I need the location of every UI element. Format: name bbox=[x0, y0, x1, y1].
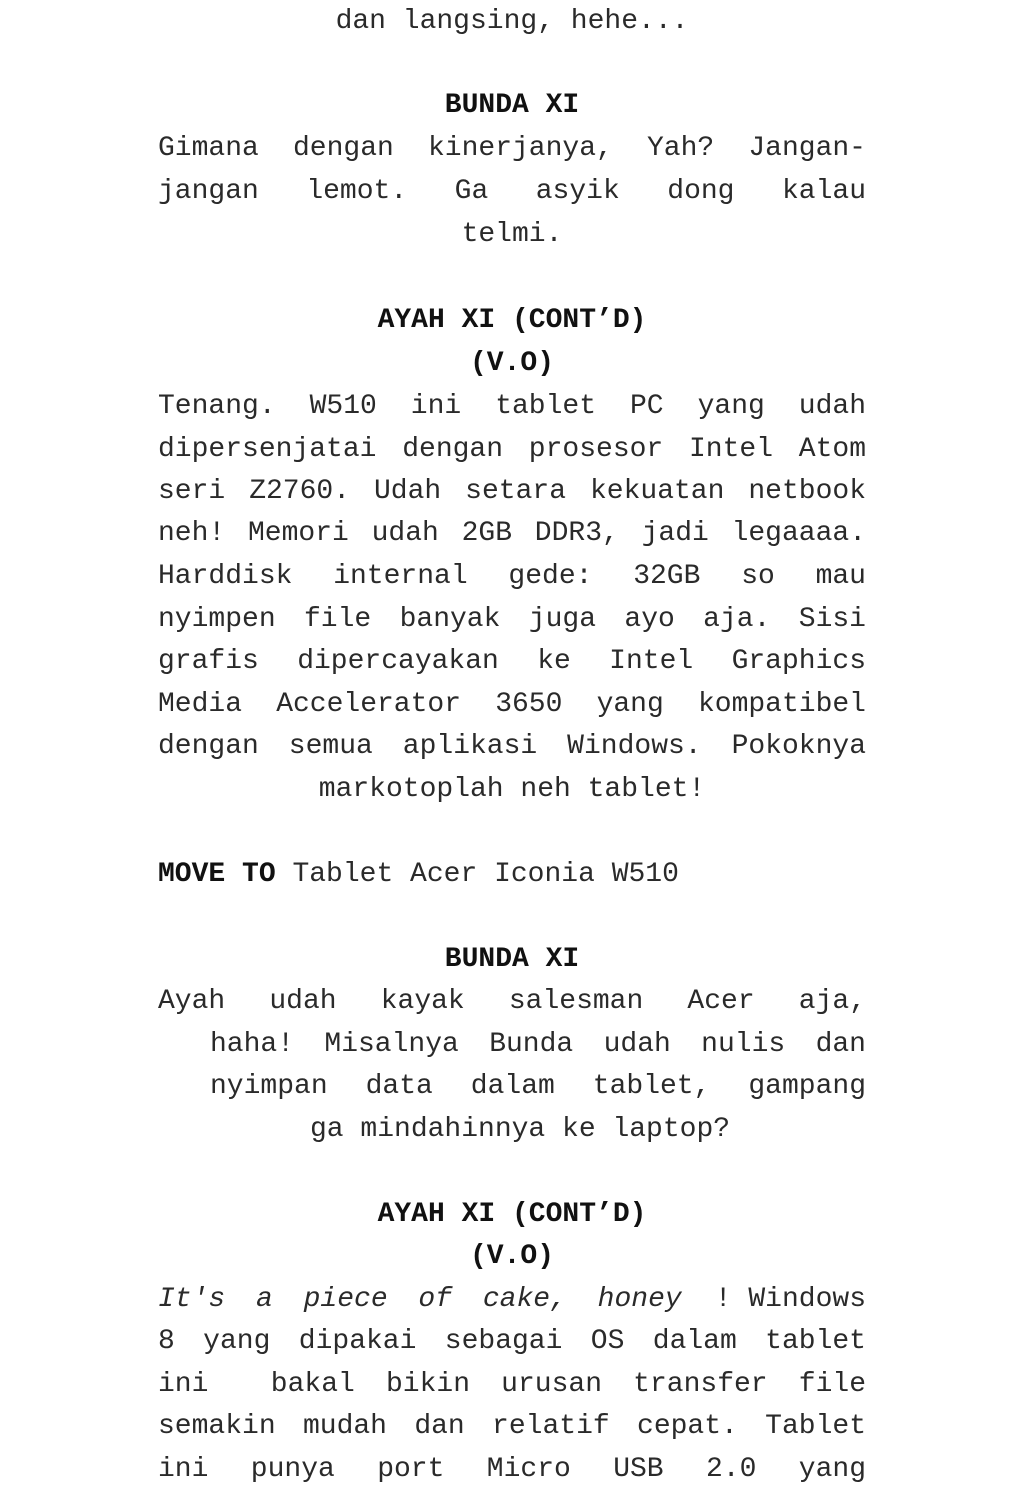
dialogue-line: Gimana dengan kinerjanya, Yah? Jangan- bbox=[158, 133, 866, 164]
scene-transition bbox=[158, 853, 866, 896]
dialogue-line: grafis dipercayakan ke Intel Graphics bbox=[158, 646, 866, 677]
dialogue-line: telmi. bbox=[461, 219, 563, 250]
parenthetical: (V.O) bbox=[469, 348, 554, 379]
dialogue-line: dengan semua aplikasi Windows. Pokoknya bbox=[158, 731, 866, 762]
dialogue-italic-phrase: It's a piece of cake, honey bbox=[158, 1284, 682, 1315]
dialogue-line: jangan lemot. Ga asyik dong kalau bbox=[158, 176, 866, 207]
dialogue-line: nyimpen file banyak juga ayo aja. Sisi bbox=[158, 604, 866, 635]
dialogue-line: ini bakal bikin urusan transfer file bbox=[158, 1369, 866, 1400]
character-cue: AYAH XI (CONT’D) bbox=[377, 1199, 647, 1230]
dialogue-line: markotoplah neh tablet! bbox=[318, 774, 706, 805]
dialogue-line: Ayah udah kayak salesman Acer aja, bbox=[158, 986, 866, 1017]
dialogue-line: dipersenjatai dengan prosesor Intel Atom bbox=[158, 434, 866, 465]
transition-target: Tablet Acer Iconia W510 bbox=[292, 859, 679, 890]
parenthetical: (V.O) bbox=[469, 1241, 554, 1272]
dialogue-line: neh! Memori udah 2GB DDR3, jadi legaaaa. bbox=[158, 518, 866, 549]
transition-label: MOVE TO bbox=[158, 859, 276, 890]
dialogue-line: Harddisk internal gede: 32GB so mau bbox=[158, 561, 866, 592]
dialogue-line: haha! Misalnya Bunda udah nulis dan bbox=[210, 1029, 866, 1060]
dialogue-line: seri Z2760. Udah setara kekuatan netbook bbox=[158, 476, 866, 507]
dialogue-line: 8 yang dipakai sebagai OS dalam tablet bbox=[158, 1326, 866, 1357]
dialogue-line bbox=[158, 1278, 866, 1321]
character-cue: BUNDA XI bbox=[444, 944, 580, 975]
dialogue-line: semakin mudah dan relatif cepat. Tablet bbox=[158, 1411, 866, 1442]
dialogue-line-rest: ! Windows bbox=[714, 1284, 866, 1315]
character-cue: AYAH XI (CONT’D) bbox=[377, 305, 647, 336]
character-cue: BUNDA XI bbox=[444, 90, 580, 121]
dialogue-line: Tenang. W510 ini tablet PC yang udah bbox=[158, 391, 866, 422]
dialogue-line: Media Accelerator 3650 yang kompatibel bbox=[158, 689, 866, 720]
dialogue-line: ga mindahinnya ke laptop? bbox=[310, 1114, 731, 1145]
dialogue-line: nyimpan data dalam tablet, gampang bbox=[210, 1071, 866, 1102]
dialogue-line: dan langsing, hehe... bbox=[335, 6, 689, 37]
dialogue-line: ini punya port Micro USB 2.0 yang bbox=[158, 1454, 866, 1485]
